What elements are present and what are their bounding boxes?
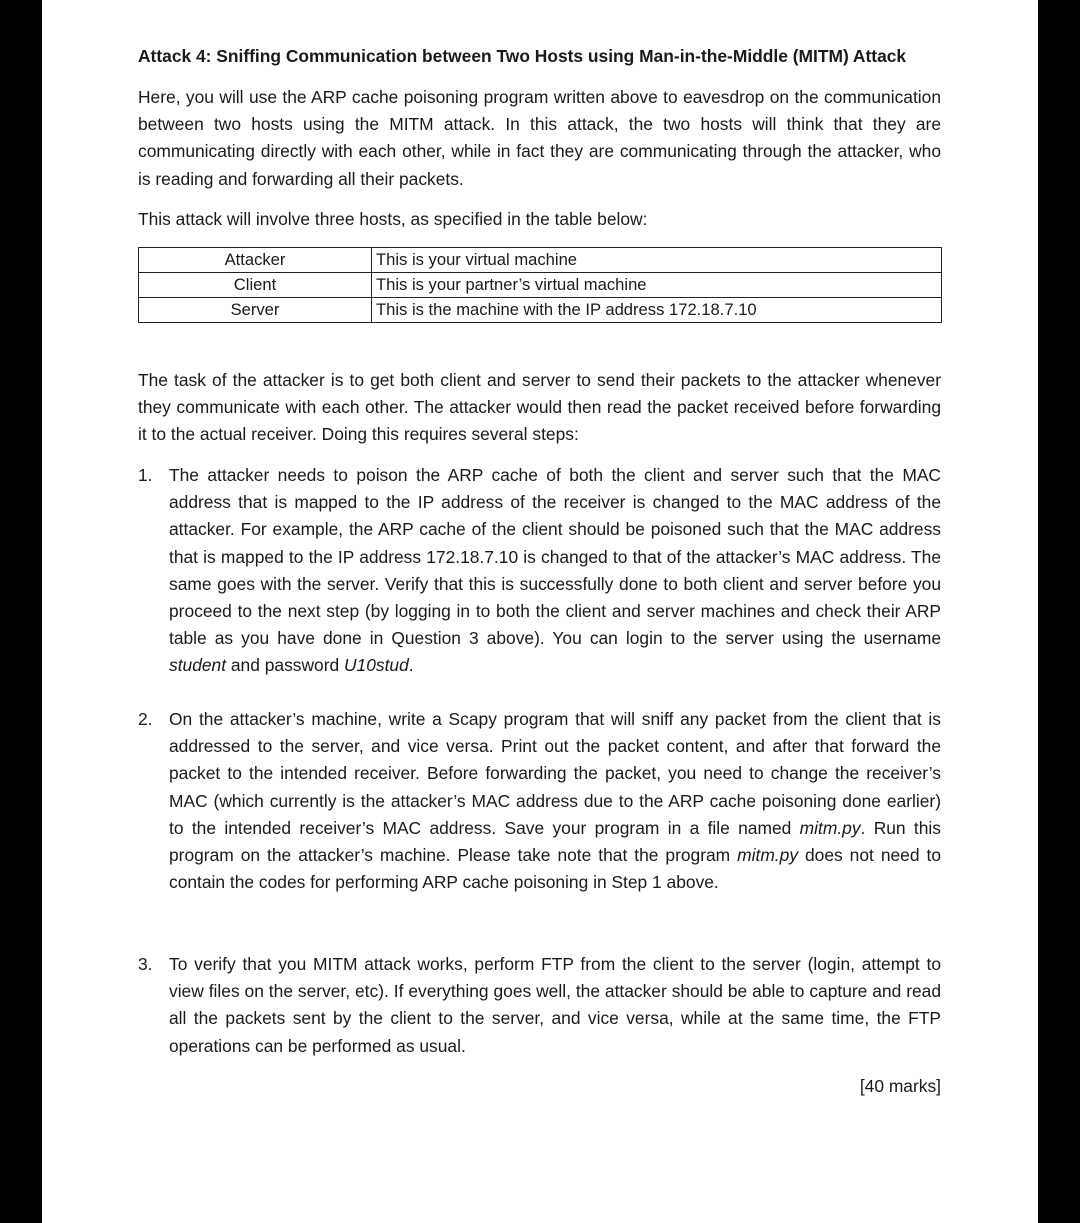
step-text-part: On the attacker’s machine, write a Scapy program that will sniff any packet from the client that is addressed to the server, and vice versa. Print out the packet content, and after that forward the packet to the intended receiver. Before forwarding the packet, you need to change the receiver’s MAC (which currently is the attacker’s MAC address due to the ARP cache poisoning done earlier) to the intended receiver’s MAC address. Save your program in a file named	[169, 709, 941, 838]
document-page	[42, 0, 1038, 1223]
table-row	[139, 248, 942, 273]
step-text-part: . Run this program on the attacker’s machine. Please take note that the program	[169, 817, 941, 866]
table-row	[139, 298, 942, 323]
step-number: 3.	[138, 954, 153, 974]
step-number: 1.	[138, 465, 153, 485]
role-cell: Attacker	[139, 248, 372, 273]
step-text-part: .	[408, 655, 414, 676]
section-title: Attack 4: Sniffing Communication between Two Hosts using Man-in-the-Middle (MITM) Attack	[138, 46, 907, 66]
marks-label: [40 marks]	[859, 1076, 941, 1096]
username-text: student	[169, 655, 227, 676]
description-cell: This is the machine with the IP address 172.18.7.10	[372, 298, 942, 323]
task-paragraph: The task of the attacker is to get both client and server to send their packets to the attacker whenever they communicate with each other. The attacker would then read the packet received before forwarding it to the actual receiver. Doing this requires several steps:	[138, 370, 941, 445]
step-text-part: The attacker needs to poison the ARP cache of both the client and server such that the MAC address that is mapped to the IP address of the receiver is changed to the MAC address of the attacker. For example, the ARP cache of the client should be poisoned such that the MAC address that is mapped to the IP address 172.18.7.10 is changed to that of the attacker’s MAC address. The same goes with the server. Verify that this is successfully done to both client and server before you proceed to the next step (by logging in to both the client and server machines and check their ARP table as you have done in Question 3 above). You can login to the server using the username	[169, 465, 941, 649]
step-number: 2.	[138, 709, 153, 729]
description-cell: This is your partner’s virtual machine	[372, 273, 942, 298]
hosts-table	[138, 247, 942, 323]
role-cell: Server	[139, 298, 372, 323]
filename-text: mitm.py	[737, 845, 799, 866]
password-text: U10stud	[344, 655, 409, 676]
description-cell: This is your virtual machine	[372, 248, 942, 273]
role-cell: Client	[139, 273, 372, 298]
step-text-part: does not need to contain the codes for performing ARP cache poisoning in Step 1 above.	[169, 845, 941, 893]
step-2	[138, 706, 941, 896]
step-text: To verify that you MITM attack works, perform FTP from the client to the server (login, attempt to view files on the server, etc). If everything goes well, the attacker should be able to capture and read all the packets sent by the client to the server, and vice versa, while at the same time, the FTP operations can be performed as usual.	[169, 954, 941, 1056]
table-row	[139, 273, 942, 298]
step-3	[138, 951, 941, 1060]
step-text	[169, 706, 941, 896]
step-1	[138, 462, 941, 680]
involve-paragraph: This attack will involve three hosts, as specified in the table below:	[138, 209, 648, 229]
step-text	[169, 462, 941, 680]
step-text-part: and password	[226, 655, 344, 676]
filename-text: mitm.py	[799, 817, 861, 838]
intro-paragraph: Here, you will use the ARP cache poisoning program written above to eavesdrop on the communication between two hosts using the MITM attack. In this attack, the two hosts will think that they are communicating directly with each other, while in fact they are communicating through the attacker, who is reading and forwarding all their packets.	[138, 87, 941, 189]
